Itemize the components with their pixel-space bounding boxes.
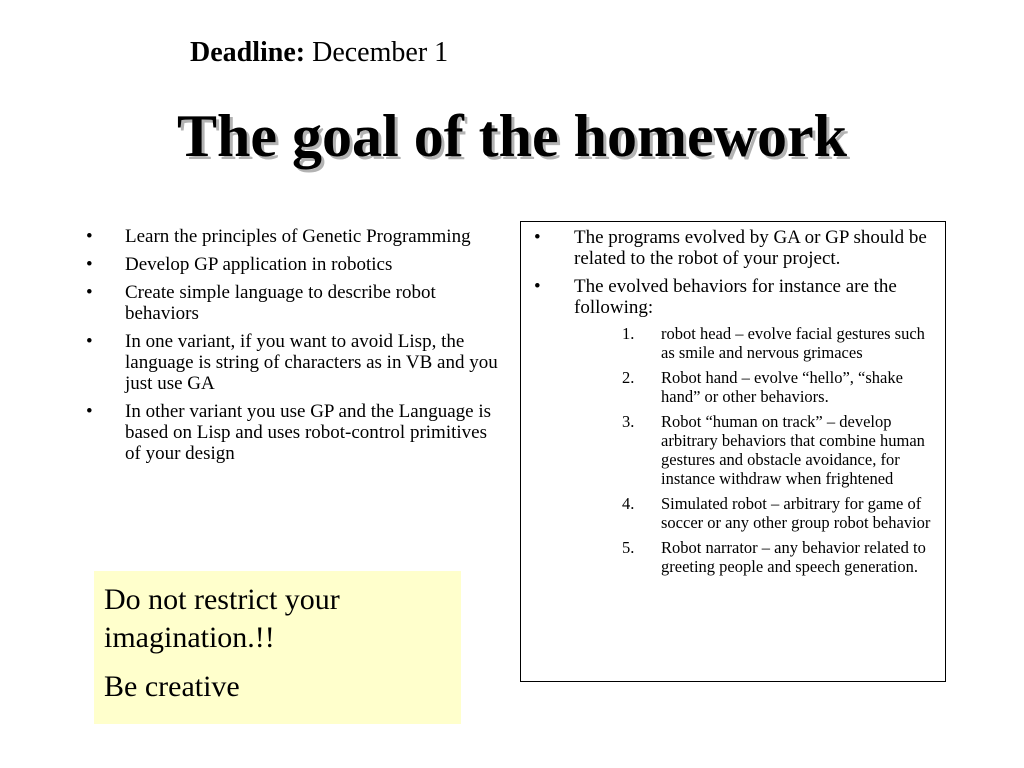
list-item [86,282,498,324]
numbered-item [574,368,935,406]
item-number: 2. [622,368,635,387]
list-item-text: The programs evolved by GA or GP should be related to the robot of your project. [574,227,927,269]
item-number: 3. [622,412,635,431]
bullet-icon: • [534,276,541,297]
numbered-item-text: Robot narrator – any behavior related to greeting people and speech generation. [661,538,926,576]
bullet-icon: • [86,254,93,275]
slide-title: The goal of the homework [177,103,847,169]
note-line-imagination: Do not restrict your imagination.!! [104,583,340,654]
list-item [86,331,498,394]
item-number: 4. [622,494,635,513]
deadline-date: December 1 [312,37,449,68]
behaviors-numbered-list [574,324,935,576]
left-bullet-list [86,226,498,471]
list-item [534,276,935,576]
item-number: 1. [622,324,635,343]
numbered-item-text: robot head – evolve facial gestures such as smile and nervous grimaces [661,324,925,362]
list-item-text: Develop GP application in robotics [125,254,393,275]
numbered-item-text: Robot hand – evolve “hello”, “shake hand” or other behaviors. [661,368,903,406]
bullet-icon: • [86,331,93,352]
list-item-text: The evolved behaviors for instance are the following: [574,276,897,318]
item-number: 5. [622,538,635,557]
list-item [86,401,498,464]
numbered-item [574,412,935,488]
bullet-icon: • [534,227,541,248]
deadline [190,33,448,73]
bullet-icon: • [86,226,93,247]
numbered-item [574,538,935,576]
evolved-behaviors-box [520,221,946,682]
deadline-label: Deadline: [190,37,306,68]
numbered-item-text: Simulated robot – arbitrary for game of soccer or any other group robot behavior [661,494,931,532]
bullet-icon: • [86,282,93,303]
list-item [86,254,498,275]
list-item-text: Create simple language to describe robot behaviors [125,282,436,324]
note-line-creative: Be creative [104,670,240,703]
numbered-item-text: Robot “human on track” – develop arbitrary behaviors that combine human gestures and obstacle avoidance, for instance withdraw when frightened [661,412,925,488]
bullet-icon: • [86,401,93,422]
creativity-note-box [94,571,461,724]
numbered-item [574,324,935,362]
list-item [86,226,498,247]
list-item-text: In other variant you use GP and the Language is based on Lisp and uses robot-control primitives of your design [125,401,492,464]
list-item [534,227,935,269]
list-item-text: Learn the principles of Genetic Programming [125,226,471,247]
numbered-item [574,494,935,532]
list-item-text: In one variant, if you want to avoid Lisp, the language is string of characters as in VB and you just use GA [125,331,498,394]
